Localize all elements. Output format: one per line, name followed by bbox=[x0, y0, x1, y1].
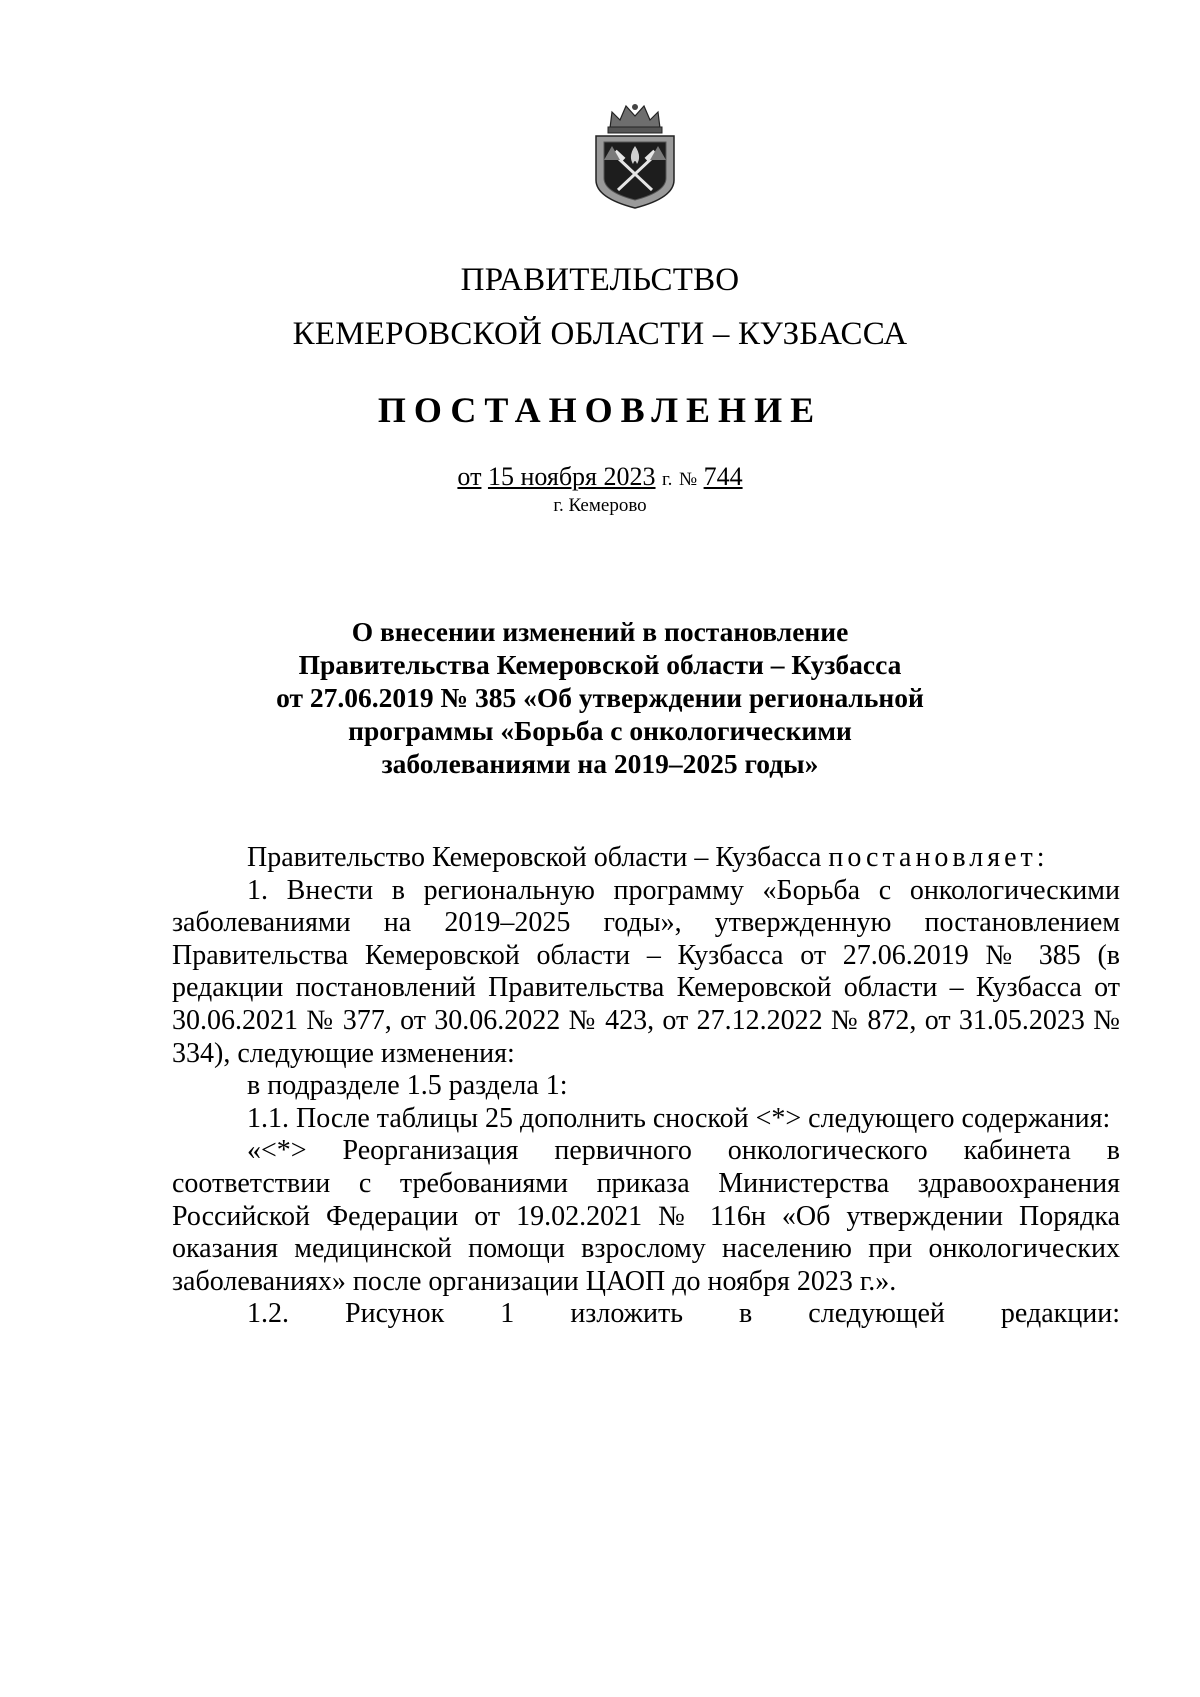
date-number-line bbox=[0, 462, 1200, 492]
subject-line: Правительства Кемеровской области – Кузбасса bbox=[298, 649, 902, 680]
paragraph-2: в подразделе 1.5 раздела 1: bbox=[247, 1070, 568, 1102]
subject-line: заболеваниями на 2019–2025 годы» bbox=[381, 748, 819, 779]
kuzbass-coat-of-arms-icon bbox=[590, 98, 680, 210]
paragraph-1: 1. Внести в региональную программу «Борьба с онкологическими заболеваниями на 2019–2025 годы», утвержденную постановлением Правительства Кемеровской области – Кузбасса от 27.06.2019 № 385 (в редакции постановлений Правительства Кемеровской области – Кузбасса от 30.06.2021 № 377, от 30.06.2022 № 423, от 27.12.2022 № 872, от 31.05.2023 № 334), следующие изменения: bbox=[172, 874, 1120, 1069]
decree-subject bbox=[250, 615, 950, 780]
decree-date: 15 ноября 2023 bbox=[487, 462, 656, 491]
paragraph-1-1: 1.1. После таблицы 25 дополнить сноской <*> следующего содержания: bbox=[247, 1102, 1111, 1134]
date-prefix: от bbox=[457, 462, 482, 491]
preamble-text: Правительство Кемеровской области – Кузбасса bbox=[247, 842, 829, 873]
paragraph-1-2: 1.2. Рисунок 1 изложить в следующей редакции: bbox=[247, 1298, 1120, 1330]
subject-line: программы «Борьба с онкологическими bbox=[348, 715, 852, 746]
organization-line-2: КЕМЕРОВСКОЙ ОБЛАСТИ – КУЗБАССА bbox=[292, 316, 908, 352]
subject-line: от 27.06.2019 № 385 «Об утверждении региональной bbox=[276, 682, 924, 713]
preamble-paragraph bbox=[172, 842, 1120, 875]
footnote-paragraph: «<*> Реорганизация первичного онкологического кабинета в соответствии с требованиями приказа Министерства здравоохранения Российской Федерации от 19.02.2021 № 116н «Об утверждении Порядка оказания медицинской помощи взрослому населению при онкологических заболеваниях» после организации ЦАОП до ноября 2023 г.». bbox=[172, 1135, 1120, 1297]
city-label: г. Кемерово bbox=[553, 495, 647, 516]
number-sign: № bbox=[678, 469, 698, 490]
decree-number: 744 bbox=[703, 462, 743, 491]
preamble-resolves: постановляет: bbox=[828, 842, 1049, 873]
document-type-title: ПОСТАНОВЛЕНИЕ bbox=[377, 390, 823, 430]
organization-line-1: ПРАВИТЕЛЬСТВО bbox=[460, 262, 740, 298]
subject-line: О внесении изменений в постановление bbox=[351, 616, 849, 647]
decree-body bbox=[172, 842, 1120, 1331]
year-suffix: г. bbox=[662, 469, 673, 490]
